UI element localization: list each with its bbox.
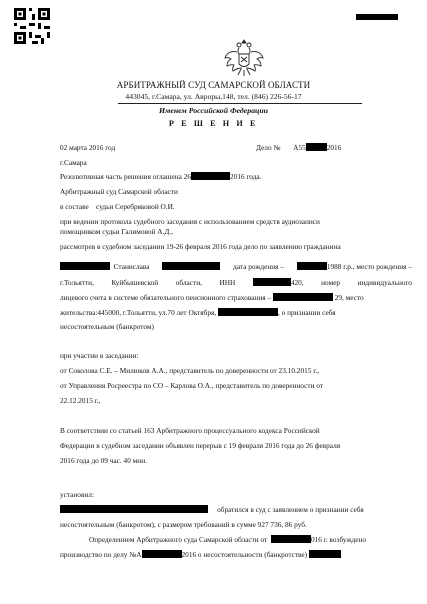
applicant-birth-label: дата рождения – [233,262,285,271]
document-type-heading: Р Е Ш Е Н И Е [168,119,259,128]
established-heading: установил: [60,490,94,499]
redaction-bar [60,262,110,270]
article-line-1: В соответствии со статьей 163 Арбитражного процессуального кодекса Российской [60,426,320,435]
redaction-bar [356,14,398,20]
case-number [256,143,341,152]
established-line-1 [60,505,364,514]
redaction-bar [162,262,220,270]
participant-1: от Соколова С.Е. – Милюков А.А., представитель по доверенности от 23.10.2015 г., [60,366,320,375]
inn-label: ИНН [219,278,236,287]
redaction-bar [191,172,230,180]
pension-account-label: лицевого счета в системе обязательного пенсионного страхования – [60,293,272,302]
participants-heading: при участии в заседании: [60,351,139,360]
resolution-text: Резолютивная часть решения оглашена 26 [60,172,192,181]
resolution-line [60,172,262,181]
participant-2-line-2: 22.12.2015 г., [60,396,101,405]
applicant-line-2 [60,278,412,287]
definition-case-label: производство по делу №А [60,550,142,559]
applicant-line-3 [60,293,364,302]
qr-code [14,8,50,44]
article-line-3: 2016 года до 09 час. 40 мин. [60,456,147,465]
protocol-line-1: при ведении протокола судебного заседания с использованием средств аудиозаписи [60,217,320,226]
redaction-bar [306,143,327,151]
definition-case-end: 2016 о несостоятельности (банкротстве) [181,550,308,559]
definition-line-2 [60,550,341,559]
birth-city: г.Тольятти, [60,278,94,287]
case-number-prefix: А55 [293,143,306,152]
header-divider [118,103,362,104]
inn-suffix: 420, [290,278,304,287]
article-line-2: Федерации в судебном заседании объявлен перерыв с 19 февраля 2016 года до 26 февраля [60,441,341,450]
case-number-suffix: 2016 [326,143,342,152]
applicant-line-4 [60,308,336,317]
number-word: номер [321,278,341,287]
composition-line [60,202,175,211]
birth-region-word: области, [175,278,202,287]
residence-address-end: , о признании себя [277,308,336,317]
redaction-bar [142,550,182,558]
composition-judge: судьи Серебряковой О.И. [96,202,175,211]
birth-region: Куйбышевской [111,278,159,287]
pension-account-end: 29, место [334,293,364,302]
coat-of-arms-emblem [222,36,266,80]
considered-line: рассмотрев в судебном заседании 19-26 февраля 2016 года дело по заявлению гражданина [60,242,341,251]
court-name-line: Арбитражный суд Самарской области [60,187,178,196]
court-title: АРБИТРАЖНЫЙ СУД САМАРСКОЙ ОБЛАСТИ [116,80,311,90]
case-number-label: Дело № [256,143,281,152]
redaction-bar [271,535,311,543]
participant-2-line-1: от Управления Росреестра по СО – Карлова О.А., представитель по доверенности от [60,381,324,390]
applicant-line-1 [60,262,412,271]
redaction-bar [253,278,291,286]
individual-word: индивидуального [357,278,412,287]
composition-label: в составе [60,202,89,211]
applicant-line-5: несостоятельным (банкротом) [60,322,154,331]
definition-date-end: 016 г. возбуждено [310,535,366,544]
definition-line-1 [89,535,366,544]
redaction-bar [218,308,278,316]
redaction-bar [60,505,208,513]
decision-date: 02 марта 2016 год [60,143,116,152]
redaction-bar [273,293,333,301]
in-the-name-line: Именем Российской Федерации [158,106,269,115]
court-address: 443045, г.Самара, ул. Авроры,148, тел. (846) 226-56-17 [125,92,302,101]
applicant-birth-year: 1988 г.р., место рождения – [326,262,412,271]
protocol-line-2: помощником судьи Галимовой А.Д., [60,227,173,236]
redaction-bar [297,262,327,270]
redaction-bar [309,550,341,558]
resolution-text-end: 2016 года. [230,172,262,181]
definition-text: Определением Арбитражного суда Самарской области от [89,535,268,544]
residence-address: жительства:445000, г.Тольятти, ул.70 лет Октября, [60,308,217,317]
established-line-2: несостоятельным (банкротом), с размером требований в сумме 927 736, 86 руб. [60,520,307,529]
city: г.Самара [60,158,87,167]
established-text: обратился в суд с заявлением о признании себя [217,505,364,514]
applicant-first-name: Станислава [113,262,150,271]
